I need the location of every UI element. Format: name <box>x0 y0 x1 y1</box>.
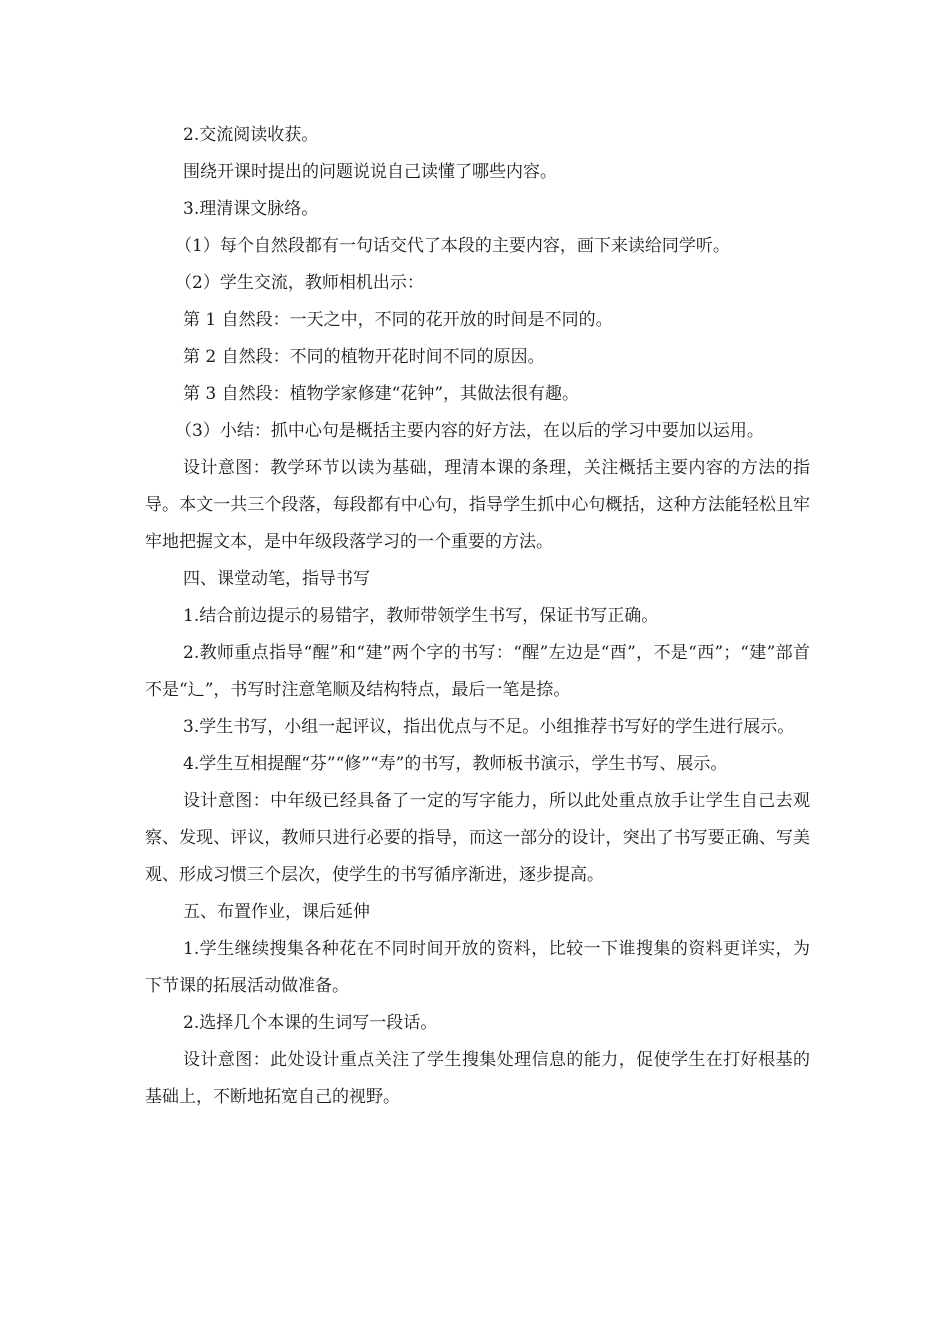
paragraph-discuss: 围绕开课时提出的问题说说自己读懂了哪些内容。 <box>183 162 557 182</box>
paragraph-design-intent-3: 设计意图：此处设计重点关注了学生搜集处理信息的能力，促使学生在打好根基的基础上，不断地拓宽自己的视野。 <box>145 1050 810 1107</box>
paragraph-step-3: 3.理清课文脉络。 <box>183 199 319 219</box>
paragraph-homework-2: 2.选择几个本课的生词写一段话。 <box>183 1013 438 1033</box>
paragraph-writing-2: 2.教师重点指导“醒”和“建”两个字的书写：“醒”左边是“酉”，不是“西”；“建”部首不是“辶”，书写时注意笔顺及结构特点，最后一笔是捺。 <box>145 643 810 700</box>
paragraph-section-1: 第 1 自然段：一天之中，不同的花开放的时间是不同的。 <box>183 310 613 330</box>
paragraph-design-intent-2: 设计意图：中年级已经具备了一定的写字能力，所以此处重点放手让学生自己去观察、发现、评议，教师只进行必要的指导，而这一部分的设计，突出了书写要正确、写美观、形成习惯三个层次，使学生的书写循序渐进，逐步提高。 <box>145 791 810 885</box>
paragraph-writing-4: 4.学生互相提醒“芬”“修”“寿”的书写，教师板书演示，学生书写、展示。 <box>183 754 728 774</box>
paragraph-sub-2: （2）学生交流，教师相机出示： <box>175 273 424 293</box>
paragraph-section-3: 第 3 自然段：植物学家修建“花钟”，其做法很有趣。 <box>183 384 580 404</box>
paragraph-writing-3: 3.学生书写，小组一起评议，指出优点与不足。小组推荐书写好的学生进行展示。 <box>183 717 795 737</box>
paragraph-sub-1: （1）每个自然段都有一句话交代了本段的主要内容，画下来读给同学听。 <box>175 236 730 256</box>
paragraph-section-2: 第 2 自然段：不同的植物开花时间不同的原因。 <box>183 347 545 367</box>
paragraph-homework-1: 1.学生继续搜集各种花在不同时间开放的资料，比较一下谁搜集的资料更详实，为下节课的拓展活动做准备。 <box>145 939 810 996</box>
paragraph-sub-3: （3）小结：抓中心句是概括主要内容的好方法，在以后的学习中要加以运用。 <box>175 421 764 441</box>
paragraph-writing-1: 1.结合前边提示的易错字，教师带领学生书写，保证书写正确。 <box>183 606 659 626</box>
heading-part-5: 五、布置作业，课后延伸 <box>183 902 370 922</box>
document-body <box>145 117 810 1116</box>
paragraph-design-intent-1: 设计意图：教学环节以读为基础，理清本课的条理，关注概括主要内容的方法的指导。本文一共三个段落，每段都有中心句，指导学生抓中心句概括，这种方法能轻松且牢牢地把握文本，是中年级段落学习的一个重要的方法。 <box>145 458 810 552</box>
heading-part-4: 四、课堂动笔，指导书写 <box>183 569 370 589</box>
paragraph-step-2: 2.交流阅读收获。 <box>183 125 319 145</box>
